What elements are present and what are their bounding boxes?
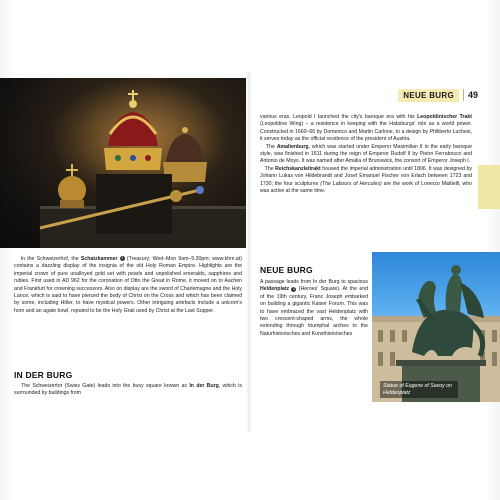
schatzkammer-term: Schatzkammer [80, 256, 118, 262]
treasury-intro-text: In the Schweizerhof, the [20, 256, 81, 262]
heading-in-der-burg: IN DER BURG [14, 370, 73, 380]
imperial-crown-photo [0, 78, 246, 248]
amalienburg-paragraph [260, 144, 472, 166]
neue-burg-body: (Heroes' Square). At the end of the 19th century, Franz Joseph embarked on building a gigantic Kaiser Forum. This was to have embraced the vast Heldenplatz with two crescent-shaped arms, the whole extending through triumphal arches to the Naturhistorisches and Kunsthistorisches [260, 286, 368, 337]
reichskanzlei-ending: are the work of Lorenzo Mattielli, who was active at the same time. [260, 180, 472, 195]
leopoldine-intro: various eras. Leopold I launched the city's baroque era with his [260, 114, 418, 120]
treasury-body-text: (Treasury; Wed–Mon 9am–5.30pm; www.khm.at) contains a dazzling display of the insignia of the old Holy Roman Empire. Highlights are the imperial crown of pure unalloyed gold set with pearls and unpolished emeralds, sapphires and rubies. First used in AD 962 for the coronation of Otto the Great in Rome, it moved on to Aachen and Frankfurt for crowning successors. Also on display are the sword of Charlemagne and the Holy Lance, which is said to have pierced the body of Christ on the Cross and which has been claimed by some, including Hitler, to have mystical powers. Other intriguing artefacts include a unicorn's horn and an agate bowl, reputed to be the Holy Grail used by Christ at the Last Supper. [14, 256, 242, 314]
neue-burg-intro: A passage leads from In der Burg to spacious [260, 279, 368, 285]
leopoldine-paragraph [260, 114, 472, 144]
heading-neue-burg: NEUE BURG [260, 265, 313, 275]
in-der-burg-continued: , which is surrounded by buildings from [14, 383, 243, 397]
labours-of-hercules-title: (The Labours of Hercules) [320, 180, 382, 187]
reichskanzlei-paragraph [260, 166, 472, 196]
map-marker-1-icon: 1 [121, 256, 124, 261]
leopoldine-body: (Leopoldine Wing) – a residence in keeping with the Habsburgs' role as a world power. Constructed in 1660–66 by Domenico and Martin Carlone, to a design by Philiberto Luchesi, it serves today as the official residence of the president of Austria. [260, 121, 472, 143]
reichskanzlei-intro: The [264, 165, 276, 172]
neue-burg-paragraph [260, 279, 368, 338]
in-der-burg-intro: The Schweizertor (Swiss Gate) leads into the busy square known as [21, 383, 190, 389]
treasury-paragraph [14, 256, 242, 315]
running-header [252, 86, 478, 104]
reichskanzlei-body: housed the imperial administration until 1806. It was designed by Johann Lukas von Hildebrandt and Josef Emanuel Fischer von Erlach between 1723 and 1730; the four sculptures [260, 165, 472, 187]
eugene-statue-photo [372, 252, 500, 402]
reichskanzlei-term: Reichskanzleitrakt [275, 165, 321, 172]
left-column-text [14, 256, 242, 315]
heldenplatz-term: Heldenplatz [260, 286, 290, 293]
in-der-burg-term: In der Burg [189, 383, 219, 389]
neue-burg-text [260, 279, 368, 338]
section-title: NEUE BURG [398, 89, 459, 102]
amalienburg-intro: The [265, 143, 277, 150]
right-column-text [260, 114, 472, 195]
leopoldine-term: Leopoldinischer Trakt [417, 114, 473, 120]
page-number: 49 [467, 90, 478, 100]
in-der-burg-paragraph [14, 383, 242, 398]
map-marker-2-icon: 2 [292, 286, 296, 291]
statue-photo-caption: Statue of Eugene of Savoy on Heldenplatz [380, 381, 458, 398]
amalienburg-body: , which was started under Emperor Maximilian II in the early baroque style, was finished in 1611 during the reign of Emperor Rudolf II by Pietro Ferrabosco and Antonio de Moys. It was named after Amalia of Brunswick, the consort of Emperor Joseph I. [260, 143, 472, 165]
amalienburg-term: Amalienburg [276, 143, 309, 150]
thumb-index-tab [478, 165, 500, 209]
header-divider [463, 89, 464, 101]
book-gutter [246, 72, 252, 432]
in-der-burg-text [14, 383, 242, 398]
statue-illustration [372, 252, 500, 402]
crown-illustration [0, 78, 246, 248]
